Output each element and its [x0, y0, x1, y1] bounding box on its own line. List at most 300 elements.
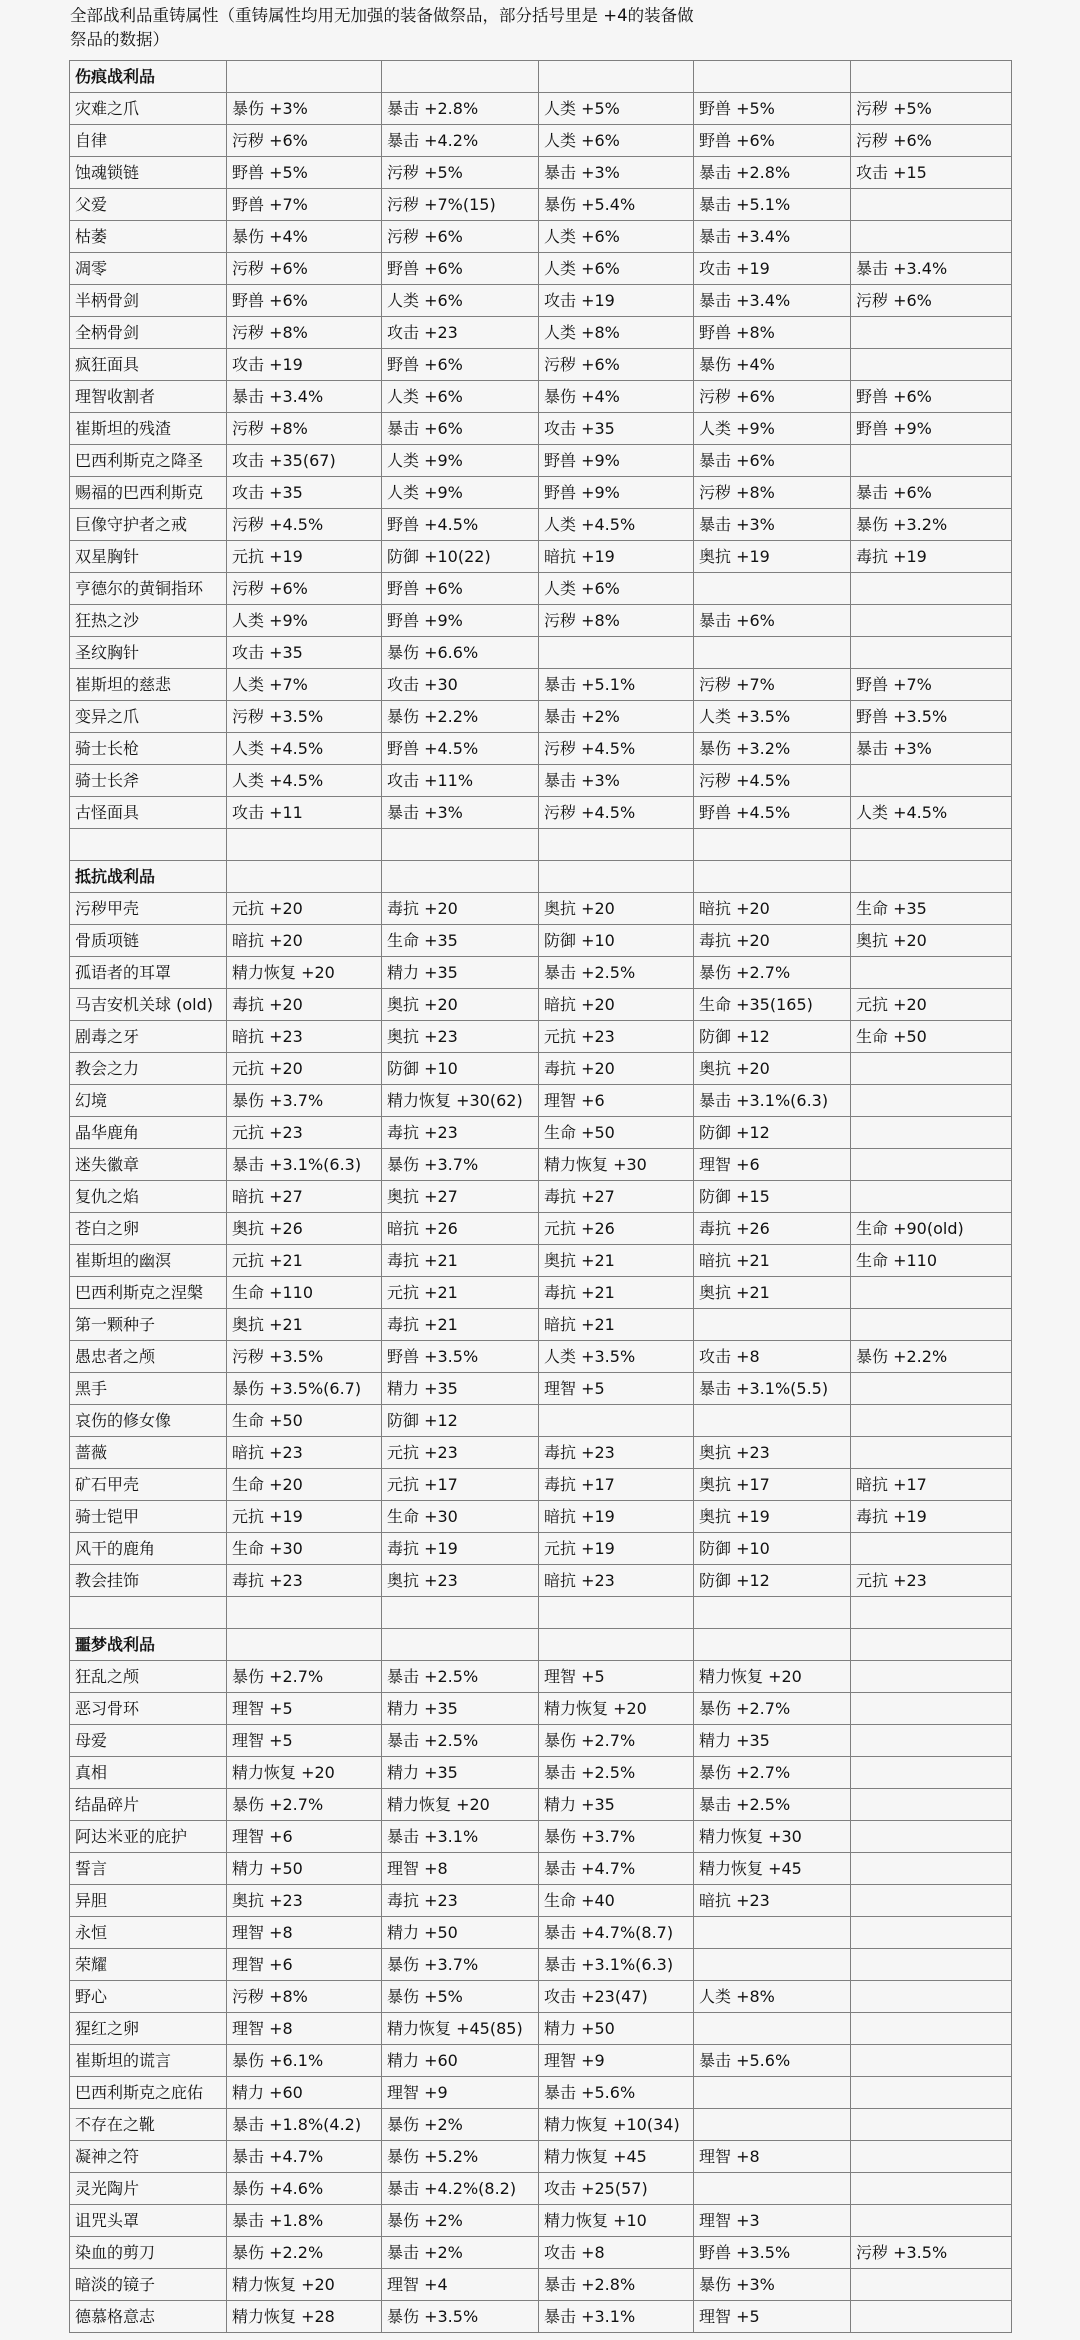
item-name-cell: 灵光陶片 — [70, 2173, 227, 2205]
attribute-cell: 奥抗 +21 — [227, 1309, 382, 1341]
attribute-cell: 奥抗 +20 — [851, 925, 1012, 957]
empty-cell — [539, 1629, 694, 1661]
attribute-cell: 精力恢复 +20 — [382, 1789, 539, 1821]
attribute-cell: 野兽 +6% — [851, 381, 1012, 413]
item-name-cell: 古怪面具 — [70, 797, 227, 829]
attribute-cell: 暗抗 +20 — [694, 893, 851, 925]
attribute-cell: 暴击 +3% — [539, 157, 694, 189]
item-name-cell: 幻境 — [70, 1085, 227, 1117]
empty-cell — [382, 61, 539, 93]
attribute-cell: 攻击 +19 — [539, 285, 694, 317]
intro-text: 全部战利品重铸属性（重铸属性均用无加强的装备做祭品，部分括号里是 +4的装备做 祭品的数据） — [70, 6, 694, 49]
item-name-cell: 父爱 — [70, 189, 227, 221]
attribute-cell: 攻击 +19 — [227, 349, 382, 381]
item-name-cell: 风干的鹿角 — [70, 1533, 227, 1565]
attribute-cell: 生命 +35(165) — [694, 989, 851, 1021]
table-row — [70, 1181, 1012, 1213]
attribute-cell — [851, 317, 1012, 349]
item-name-cell: 崔斯坦的残渣 — [70, 413, 227, 445]
attribute-cell: 人类 +4.5% — [227, 765, 382, 797]
table-row — [70, 1053, 1012, 1085]
attribute-cell: 野兽 +3.5% — [382, 1341, 539, 1373]
attribute-cell: 暴伤 +2% — [382, 2205, 539, 2237]
attribute-cell — [851, 1373, 1012, 1405]
attribute-cell: 人类 +4.5% — [227, 733, 382, 765]
attribute-cell: 理智 +5 — [539, 1373, 694, 1405]
attribute-cell — [851, 221, 1012, 253]
attribute-cell: 奥抗 +20 — [539, 893, 694, 925]
attribute-cell — [694, 573, 851, 605]
table-row — [70, 957, 1012, 989]
attribute-cell: 暴击 +4.2%(8.2) — [382, 2173, 539, 2205]
table-row — [70, 477, 1012, 509]
attribute-cell: 暴伤 +5% — [382, 1981, 539, 2013]
attribute-cell: 人类 +9% — [382, 477, 539, 509]
item-name-cell: 骨质项链 — [70, 925, 227, 957]
attribute-cell — [851, 1885, 1012, 1917]
attribute-cell: 野兽 +9% — [539, 445, 694, 477]
empty-cell — [851, 861, 1012, 893]
table-row — [70, 413, 1012, 445]
attribute-cell: 理智 +5 — [539, 1661, 694, 1693]
table-row — [70, 541, 1012, 573]
attribute-cell: 精力 +50 — [382, 1917, 539, 1949]
attribute-cell: 精力 +35 — [539, 1789, 694, 1821]
attribute-cell: 精力 +60 — [227, 2077, 382, 2109]
attribute-cell: 精力 +50 — [539, 2013, 694, 2045]
item-name-cell: 结晶碎片 — [70, 1789, 227, 1821]
item-name-cell: 凋零 — [70, 253, 227, 285]
item-name-cell: 阿达米亚的庇护 — [70, 1821, 227, 1853]
attribute-cell: 暴击 +4.7% — [539, 1853, 694, 1885]
attribute-cell: 元抗 +20 — [227, 893, 382, 925]
attribute-cell — [694, 1405, 851, 1437]
item-name-cell: 骑士铠甲 — [70, 1501, 227, 1533]
item-name-cell: 半柄骨剑 — [70, 285, 227, 317]
attribute-cell: 暴击 +5.1% — [539, 669, 694, 701]
attribute-cell: 理智 +5 — [694, 2301, 851, 2333]
item-name-cell: 异胆 — [70, 1885, 227, 1917]
table-row — [70, 445, 1012, 477]
table-row — [70, 349, 1012, 381]
attribute-cell: 野兽 +3.5% — [694, 2237, 851, 2269]
attribute-cell: 暗抗 +23 — [694, 1885, 851, 1917]
empty-cell — [227, 861, 382, 893]
attribute-cell: 暴击 +3% — [539, 765, 694, 797]
attribute-cell: 污秽 +8% — [694, 477, 851, 509]
item-name-cell: 恶习骨环 — [70, 1693, 227, 1725]
attribute-cell: 毒抗 +21 — [382, 1309, 539, 1341]
attribute-cell: 防御 +12 — [694, 1565, 851, 1597]
attribute-cell — [851, 2141, 1012, 2173]
table-row — [70, 1149, 1012, 1181]
attribute-cell: 毒抗 +20 — [227, 989, 382, 1021]
item-name-cell: 崔斯坦的慈悲 — [70, 669, 227, 701]
item-name-cell: 黑手 — [70, 1373, 227, 1405]
item-name-cell: 赐福的巴西利斯克 — [70, 477, 227, 509]
attribute-cell: 人类 +3.5% — [539, 1341, 694, 1373]
table-row — [70, 1725, 1012, 1757]
attribute-cell: 人类 +6% — [382, 381, 539, 413]
attribute-cell: 暴伤 +3.2% — [694, 733, 851, 765]
attribute-cell: 理智 +6 — [227, 1821, 382, 1853]
attribute-cell — [694, 637, 851, 669]
item-name-cell: 自律 — [70, 125, 227, 157]
attribute-cell — [851, 1949, 1012, 1981]
attribute-cell: 精力 +35 — [382, 957, 539, 989]
attribute-cell: 精力恢复 +20 — [227, 957, 382, 989]
attribute-cell: 暴伤 +5.2% — [382, 2141, 539, 2173]
item-name-cell: 崔斯坦的幽溟 — [70, 1245, 227, 1277]
attribute-cell: 污秽 +6% — [227, 253, 382, 285]
attribute-cell: 毒抗 +23 — [382, 1885, 539, 1917]
item-name-cell: 教会挂饰 — [70, 1565, 227, 1597]
item-name-cell: 理智收割者 — [70, 381, 227, 413]
attribute-cell: 暴伤 +2.7% — [539, 1725, 694, 1757]
table-row — [70, 1245, 1012, 1277]
attribute-cell: 暴击 +2.5% — [539, 957, 694, 989]
attribute-cell: 奥抗 +21 — [539, 1245, 694, 1277]
table-row — [70, 253, 1012, 285]
attribute-cell: 暴击 +2.8% — [539, 2269, 694, 2301]
section-header-row — [70, 1629, 1012, 1661]
table-row — [70, 1341, 1012, 1373]
item-name-cell: 真相 — [70, 1757, 227, 1789]
attribute-cell: 毒抗 +27 — [539, 1181, 694, 1213]
attribute-cell: 元抗 +19 — [227, 1501, 382, 1533]
attribute-cell: 暴伤 +6.6% — [382, 637, 539, 669]
attribute-cell: 毒抗 +26 — [694, 1213, 851, 1245]
attribute-cell: 暗抗 +19 — [539, 1501, 694, 1533]
attribute-cell: 人类 +9% — [694, 413, 851, 445]
attribute-cell: 野兽 +7% — [227, 189, 382, 221]
attribute-cell: 人类 +6% — [539, 253, 694, 285]
item-name-cell: 不存在之靴 — [70, 2109, 227, 2141]
attribute-cell: 奥抗 +20 — [382, 989, 539, 1021]
attribute-cell: 污秽 +4.5% — [539, 733, 694, 765]
empty-cell — [70, 1597, 227, 1629]
attribute-cell: 暗抗 +21 — [539, 1309, 694, 1341]
attribute-cell — [851, 1757, 1012, 1789]
attribute-cell: 精力恢复 +30(62) — [382, 1085, 539, 1117]
attribute-cell: 生命 +50 — [227, 1405, 382, 1437]
attribute-cell: 精力恢复 +10 — [539, 2205, 694, 2237]
attribute-cell: 理智 +6 — [227, 1949, 382, 1981]
empty-cell — [382, 1597, 539, 1629]
attribute-cell: 暴伤 +4% — [539, 381, 694, 413]
attribute-cell: 野兽 +8% — [694, 317, 851, 349]
item-name-cell: 诅咒头罩 — [70, 2205, 227, 2237]
attribute-cell: 暴伤 +3.7% — [227, 1085, 382, 1117]
attribute-cell: 人类 +6% — [539, 221, 694, 253]
attribute-cell: 暴击 +2.5% — [382, 1661, 539, 1693]
item-name-cell: 迷失徽章 — [70, 1149, 227, 1181]
attribute-cell: 暴击 +6% — [694, 605, 851, 637]
attribute-cell: 人类 +3.5% — [694, 701, 851, 733]
table-row — [70, 1021, 1012, 1053]
attribute-cell: 人类 +9% — [227, 605, 382, 637]
table-row — [70, 1469, 1012, 1501]
attribute-cell — [851, 1149, 1012, 1181]
item-name-cell: 苍白之卵 — [70, 1213, 227, 1245]
attribute-cell: 污秽 +6% — [227, 125, 382, 157]
table-row — [70, 733, 1012, 765]
table-row — [70, 285, 1012, 317]
table-row — [70, 701, 1012, 733]
attribute-cell: 暴击 +3.1%(6.3) — [694, 1085, 851, 1117]
item-name-cell: 狂乱之颅 — [70, 1661, 227, 1693]
attribute-cell: 暴伤 +3.5%(6.7) — [227, 1373, 382, 1405]
attribute-cell: 暴伤 +3.7% — [382, 1949, 539, 1981]
attribute-cell: 污秽 +3.5% — [851, 2237, 1012, 2269]
attribute-cell: 防御 +10(22) — [382, 541, 539, 573]
empty-cell — [227, 1629, 382, 1661]
attribute-cell — [851, 2269, 1012, 2301]
item-name-cell: 第一颗种子 — [70, 1309, 227, 1341]
attribute-cell: 毒抗 +23 — [539, 1437, 694, 1469]
attribute-cell: 理智 +5 — [227, 1725, 382, 1757]
attribute-cell: 暴击 +6% — [851, 477, 1012, 509]
item-name-cell: 圣纹胸针 — [70, 637, 227, 669]
table-row — [70, 1405, 1012, 1437]
attribute-cell: 暴伤 +2.7% — [694, 1757, 851, 1789]
attribute-cell — [694, 2109, 851, 2141]
attribute-cell: 攻击 +35(67) — [227, 445, 382, 477]
loot-table-body — [70, 61, 1012, 2333]
item-name-cell: 狂热之沙 — [70, 605, 227, 637]
section-spacer-row — [70, 829, 1012, 861]
table-row — [70, 893, 1012, 925]
attribute-cell: 精力恢复 +20 — [227, 2269, 382, 2301]
attribute-cell: 暴击 +3.1%(6.3) — [539, 1949, 694, 1981]
attribute-cell: 暗抗 +17 — [851, 1469, 1012, 1501]
table-row — [70, 1821, 1012, 1853]
attribute-cell: 生命 +35 — [851, 893, 1012, 925]
attribute-cell: 污秽 +6% — [851, 125, 1012, 157]
attribute-cell — [851, 573, 1012, 605]
item-name-cell: 染血的剪刀 — [70, 2237, 227, 2269]
table-row — [70, 221, 1012, 253]
attribute-cell: 元抗 +21 — [227, 1245, 382, 1277]
item-name-cell: 巴西利斯克之庇佑 — [70, 2077, 227, 2109]
attribute-cell: 暗抗 +20 — [539, 989, 694, 1021]
attribute-cell: 野兽 +9% — [851, 413, 1012, 445]
attribute-cell: 暴伤 +4% — [227, 221, 382, 253]
attribute-cell — [851, 445, 1012, 477]
item-name-cell: 凝神之符 — [70, 2141, 227, 2173]
attribute-cell: 毒抗 +17 — [539, 1469, 694, 1501]
attribute-cell: 攻击 +23(47) — [539, 1981, 694, 2013]
attribute-cell: 野兽 +9% — [539, 477, 694, 509]
item-name-cell: 复仇之焰 — [70, 1181, 227, 1213]
attribute-cell — [851, 1821, 1012, 1853]
attribute-cell: 元抗 +20 — [227, 1053, 382, 1085]
attribute-cell: 污秽 +6% — [694, 381, 851, 413]
attribute-cell: 暴伤 +4.6% — [227, 2173, 382, 2205]
attribute-cell: 暴伤 +2.2% — [382, 701, 539, 733]
attribute-cell — [851, 1533, 1012, 1565]
attribute-cell: 暴伤 +6.1% — [227, 2045, 382, 2077]
item-name-cell: 巨像守护者之戒 — [70, 509, 227, 541]
item-name-cell: 蚀魂锁链 — [70, 157, 227, 189]
attribute-cell: 人类 +6% — [382, 285, 539, 317]
attribute-cell: 理智 +8 — [382, 1853, 539, 1885]
attribute-cell — [694, 2013, 851, 2045]
attribute-cell: 生命 +50 — [539, 1117, 694, 1149]
attribute-cell: 野兽 +5% — [694, 93, 851, 125]
attribute-cell: 人类 +8% — [694, 1981, 851, 2013]
section-header-row — [70, 861, 1012, 893]
table-row — [70, 2141, 1012, 2173]
item-name-cell: 双星胸针 — [70, 541, 227, 573]
empty-cell — [539, 1597, 694, 1629]
table-row — [70, 2109, 1012, 2141]
table-row — [70, 2205, 1012, 2237]
attribute-cell — [851, 765, 1012, 797]
empty-cell — [851, 1629, 1012, 1661]
item-name-cell: 野心 — [70, 1981, 227, 2013]
attribute-cell: 人类 +5% — [539, 93, 694, 125]
table-row — [70, 1533, 1012, 1565]
attribute-cell: 生命 +35 — [382, 925, 539, 957]
attribute-cell: 暴伤 +3.5% — [382, 2301, 539, 2333]
table-row — [70, 1853, 1012, 1885]
attribute-cell: 暴击 +2.8% — [382, 93, 539, 125]
attribute-cell: 暗抗 +20 — [227, 925, 382, 957]
table-row — [70, 189, 1012, 221]
attribute-cell — [851, 1917, 1012, 1949]
attribute-cell: 生命 +40 — [539, 1885, 694, 1917]
attribute-cell: 污秽 +7%(15) — [382, 189, 539, 221]
item-name-cell: 枯萎 — [70, 221, 227, 253]
attribute-cell: 毒抗 +23 — [382, 1117, 539, 1149]
attribute-cell: 理智 +3 — [694, 2205, 851, 2237]
table-row — [70, 669, 1012, 701]
table-row — [70, 1501, 1012, 1533]
attribute-cell: 污秽 +7% — [694, 669, 851, 701]
attribute-cell: 生命 +90(old) — [851, 1213, 1012, 1245]
attribute-cell: 防御 +10 — [694, 1533, 851, 1565]
table-row — [70, 509, 1012, 541]
attribute-cell: 污秽 +4.5% — [694, 765, 851, 797]
attribute-cell: 元抗 +23 — [851, 1565, 1012, 1597]
attribute-cell: 暴击 +4.7%(8.7) — [539, 1917, 694, 1949]
empty-cell — [382, 861, 539, 893]
attribute-cell: 奥抗 +19 — [694, 1501, 851, 1533]
attribute-cell: 暴击 +6% — [382, 413, 539, 445]
attribute-cell: 污秽 +8% — [227, 1981, 382, 2013]
attribute-cell: 攻击 +35 — [227, 477, 382, 509]
attribute-cell: 奥抗 +27 — [382, 1181, 539, 1213]
attribute-cell: 暴击 +1.8% — [227, 2205, 382, 2237]
item-name-cell: 暗淡的镜子 — [70, 2269, 227, 2301]
attribute-cell: 攻击 +11% — [382, 765, 539, 797]
attribute-cell: 精力恢复 +28 — [227, 2301, 382, 2333]
attribute-cell: 暴伤 +4% — [694, 349, 851, 381]
attribute-cell — [851, 1725, 1012, 1757]
attribute-cell: 奥抗 +21 — [694, 1277, 851, 1309]
attribute-cell — [694, 2173, 851, 2205]
attribute-cell: 攻击 +30 — [382, 669, 539, 701]
table-row — [70, 381, 1012, 413]
attribute-cell: 暗抗 +23 — [227, 1437, 382, 1469]
attribute-cell: 元抗 +21 — [382, 1277, 539, 1309]
attribute-cell: 生命 +20 — [227, 1469, 382, 1501]
attribute-cell — [694, 1917, 851, 1949]
attribute-cell: 防御 +15 — [694, 1181, 851, 1213]
attribute-cell: 攻击 +19 — [694, 253, 851, 285]
attribute-cell: 精力恢复 +20 — [539, 1693, 694, 1725]
attribute-cell: 防御 +12 — [694, 1021, 851, 1053]
attribute-cell: 暴伤 +3% — [694, 2269, 851, 2301]
table-row — [70, 2077, 1012, 2109]
attribute-cell: 暴击 +2% — [539, 701, 694, 733]
attribute-cell — [851, 2301, 1012, 2333]
attribute-cell: 人类 +7% — [227, 669, 382, 701]
attribute-cell: 暴击 +4.7% — [227, 2141, 382, 2173]
attribute-cell: 人类 +4.5% — [851, 797, 1012, 829]
attribute-cell: 暴伤 +2.7% — [227, 1789, 382, 1821]
table-row — [70, 2269, 1012, 2301]
attribute-cell: 精力 +35 — [382, 1373, 539, 1405]
attribute-cell: 元抗 +20 — [851, 989, 1012, 1021]
attribute-cell: 暴伤 +2.7% — [227, 1661, 382, 1693]
attribute-cell: 污秽 +3.5% — [227, 1341, 382, 1373]
item-name-cell: 骑士长枪 — [70, 733, 227, 765]
attribute-cell — [851, 1053, 1012, 1085]
table-row — [70, 605, 1012, 637]
item-name-cell: 矿石甲壳 — [70, 1469, 227, 1501]
item-name-cell: 教会之力 — [70, 1053, 227, 1085]
table-row — [70, 1277, 1012, 1309]
attribute-cell: 污秽 +8% — [539, 605, 694, 637]
attribute-cell: 防御 +10 — [382, 1053, 539, 1085]
attribute-cell: 精力 +50 — [227, 1853, 382, 1885]
attribute-cell: 暴击 +3.1%(5.5) — [694, 1373, 851, 1405]
table-row — [70, 1213, 1012, 1245]
attribute-cell — [851, 957, 1012, 989]
attribute-cell — [851, 1853, 1012, 1885]
attribute-cell: 暗抗 +19 — [539, 541, 694, 573]
attribute-cell: 暴击 +3.1%(6.3) — [227, 1149, 382, 1181]
attribute-cell: 精力 +60 — [382, 2045, 539, 2077]
attribute-cell: 暴伤 +3.2% — [851, 509, 1012, 541]
table-row — [70, 765, 1012, 797]
attribute-cell: 攻击 +35 — [539, 413, 694, 445]
attribute-cell: 精力恢复 +30 — [539, 1149, 694, 1181]
attribute-cell: 暴伤 +3.7% — [382, 1149, 539, 1181]
attribute-cell: 元抗 +17 — [382, 1469, 539, 1501]
table-row — [70, 317, 1012, 349]
attribute-cell: 奥抗 +23 — [227, 1885, 382, 1917]
attribute-cell — [694, 1949, 851, 1981]
attribute-cell: 暴伤 +5.4% — [539, 189, 694, 221]
table-row — [70, 1789, 1012, 1821]
attribute-cell: 人类 +4.5% — [539, 509, 694, 541]
table-row — [70, 1117, 1012, 1149]
attribute-cell — [851, 1693, 1012, 1725]
attribute-cell: 污秽 +4.5% — [539, 797, 694, 829]
attribute-cell: 人类 +9% — [382, 445, 539, 477]
attribute-cell: 野兽 +6% — [694, 125, 851, 157]
empty-cell — [694, 1597, 851, 1629]
attribute-cell: 暴击 +2.8% — [694, 157, 851, 189]
item-name-cell: 骑士长斧 — [70, 765, 227, 797]
attribute-cell: 人类 +6% — [539, 573, 694, 605]
attribute-cell: 污秽 +5% — [382, 157, 539, 189]
attribute-cell: 暴伤 +2.7% — [694, 957, 851, 989]
attribute-cell: 精力恢复 +45 — [694, 1853, 851, 1885]
